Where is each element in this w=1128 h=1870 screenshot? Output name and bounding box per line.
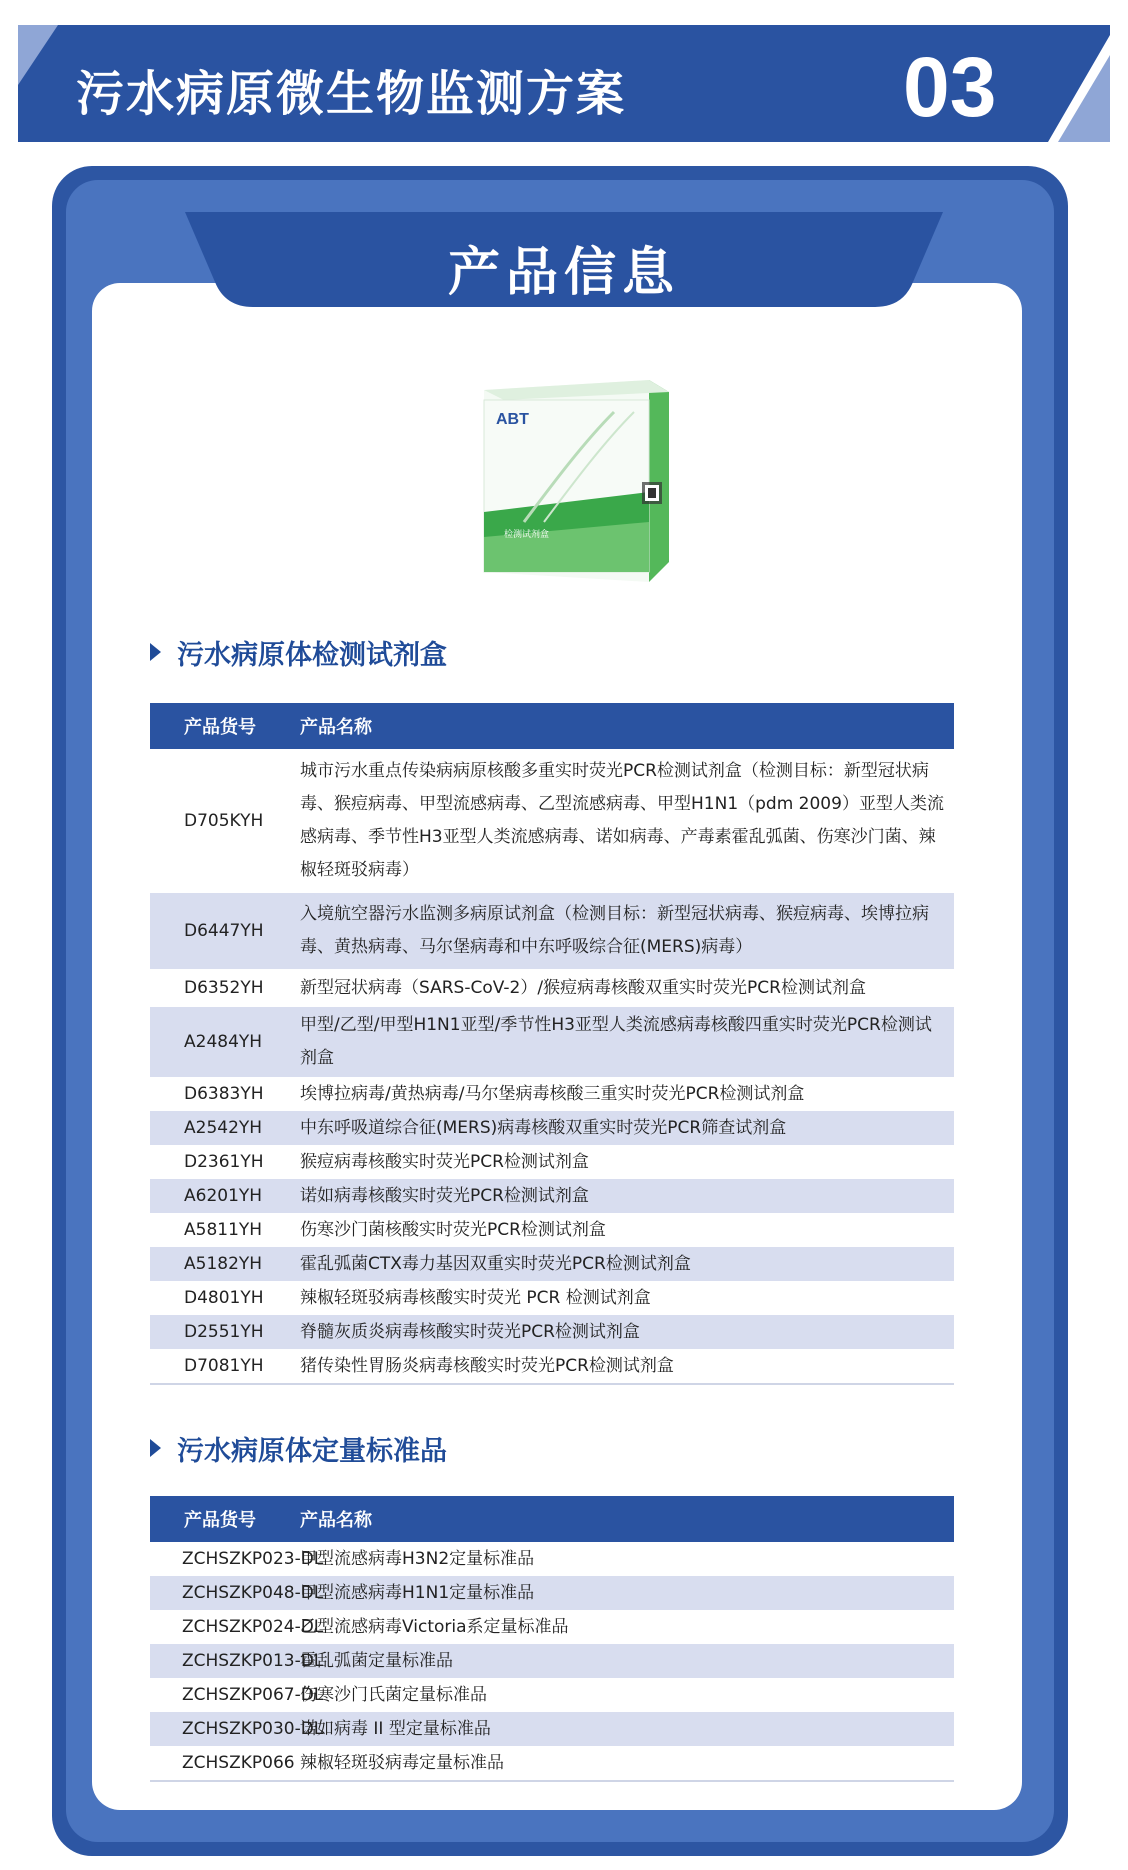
product-name: 埃博拉病毒/黄热病毒/马尔堡病毒核酸三重实时荧光PCR检测试剂盒 <box>300 1083 805 1104</box>
table-row <box>150 1712 954 1746</box>
table-row <box>150 749 954 893</box>
title-tab <box>185 212 943 312</box>
standards-table <box>150 1496 954 1782</box>
header-banner <box>18 25 1110 142</box>
kit-box-icon <box>464 372 689 594</box>
product-name: 甲型/乙型/甲型H1N1亚型/季节性H3亚型人类流感病毒核酸四重实时荧光PCR检测试剂盒 <box>300 1015 932 1068</box>
product-code: D6352YH <box>184 978 264 998</box>
column-header-code: 产品货号 <box>184 717 256 738</box>
product-code: D2361YH <box>184 1152 264 1172</box>
table-row <box>150 1678 954 1712</box>
table-bottom-rule <box>150 1383 954 1385</box>
table-row <box>150 1576 954 1610</box>
table-row <box>150 1179 954 1213</box>
table-header <box>150 1496 954 1542</box>
product-name: 入境航空器污水监测多病原试剂盒（检测目标：新型冠状病毒、猴痘病毒、埃博拉病毒、黄热病毒、马尔堡病毒和中东呼吸综合征(MERS)病毒） <box>300 904 929 957</box>
table-row <box>150 1281 954 1315</box>
table-row <box>150 1213 954 1247</box>
product-name: 霍乱弧菌定量标准品 <box>300 1650 453 1671</box>
product-code: A2542YH <box>184 1118 263 1138</box>
product-code: D6383YH <box>184 1084 264 1104</box>
product-code: D7081YH <box>184 1356 264 1376</box>
product-code: ZCHSZKP067-DL <box>182 1685 324 1705</box>
triangle-bullet-icon <box>150 643 161 661</box>
section-heading-standards <box>150 1428 447 1468</box>
table-row <box>150 1746 954 1780</box>
product-code: A5182YH <box>184 1254 263 1274</box>
table-row <box>150 893 954 969</box>
triangle-bullet-icon <box>150 1439 161 1457</box>
table-row <box>150 1247 954 1281</box>
product-name: 辣椒轻斑驳病毒核酸实时荧光 PCR 检测试剂盒 <box>300 1287 651 1308</box>
product-name: 城市污水重点传染病病原核酸多重实时荧光PCR检测试剂盒（检测目标：新型冠状病毒、猴痘病毒、甲型流感病毒、乙型流感病毒、甲型H1N1（pdm 2009）亚型人类流感病毒、季节性H3亚型人类流感病毒、诺如病毒、产毒素霍乱弧菌、伤寒沙门菌、辣椒轻斑驳病毒） <box>300 761 944 880</box>
product-name: 猪传染性胃肠炎病毒核酸实时荧光PCR检测试剂盒 <box>300 1355 674 1376</box>
table-row <box>150 1542 954 1576</box>
section-heading-text: 污水病原体检测试剂盒 <box>177 639 447 671</box>
page-title: 污水病原微生物监测方案 <box>76 66 627 122</box>
product-name: 诺如病毒 II 型定量标准品 <box>300 1718 491 1739</box>
main-title: 产品信息 <box>447 243 680 303</box>
product-code: ZCHSZKP048-DL <box>182 1583 324 1603</box>
product-code: A5811YH <box>184 1220 263 1240</box>
product-name: 伤寒沙门菌核酸实时荧光PCR检测试剂盒 <box>300 1219 606 1240</box>
product-code: ZCHSZKP023-DL <box>182 1549 324 1569</box>
product-code: ZCHSZKP030-DL <box>182 1719 324 1739</box>
product-name: 脊髓灰质炎病毒核酸实时荧光PCR检测试剂盒 <box>300 1321 640 1342</box>
table-row <box>150 1315 954 1349</box>
product-code: D4801YH <box>184 1288 264 1308</box>
product-box-image <box>464 372 689 594</box>
product-code: ZCHSZKP024-DL <box>182 1617 324 1637</box>
product-code: D705KYH <box>184 811 264 831</box>
table-row <box>150 1145 954 1179</box>
column-header-code: 产品货号 <box>184 1510 256 1531</box>
table-row <box>150 1007 954 1077</box>
product-name: 乙型流感病毒Victoria系定量标准品 <box>300 1616 569 1637</box>
product-name: 伤寒沙门氏菌定量标准品 <box>300 1684 487 1705</box>
table-row <box>150 1610 954 1644</box>
product-code: D6447YH <box>184 921 264 941</box>
box-label: 检测试剂盒 <box>504 530 550 540</box>
table-header <box>150 703 954 749</box>
section-heading-text: 污水病原体定量标准品 <box>177 1435 447 1467</box>
table-row <box>150 1111 954 1145</box>
product-name: 辣椒轻斑驳病毒定量标准品 <box>300 1752 504 1773</box>
product-code: ZCHSZKP013-DL <box>182 1651 324 1671</box>
table-row <box>150 1349 954 1383</box>
page-number: 03 <box>903 40 997 134</box>
product-code: A2484YH <box>184 1032 263 1052</box>
product-code: D2551YH <box>184 1322 264 1342</box>
section-heading-kits <box>150 632 447 672</box>
column-header-name: 产品名称 <box>300 1510 372 1531</box>
product-name: 中东呼吸道综合征(MERS)病毒核酸双重实时荧光PCR筛查试剂盒 <box>300 1117 787 1138</box>
product-name: 霍乱弧菌CTX毒力基因双重实时荧光PCR检测试剂盒 <box>300 1253 691 1274</box>
product-code: ZCHSZKP066 <box>182 1753 295 1773</box>
table-row <box>150 1077 954 1111</box>
table-row <box>150 1644 954 1678</box>
product-name: 甲型流感病毒H3N2定量标准品 <box>300 1548 535 1569</box>
product-code: A6201YH <box>184 1186 263 1206</box>
product-name: 新型冠状病毒（SARS-CoV-2）/猴痘病毒核酸双重实时荧光PCR检测试剂盒 <box>300 977 866 998</box>
kits-table <box>150 703 954 1385</box>
product-name: 诺如病毒核酸实时荧光PCR检测试剂盒 <box>300 1185 589 1206</box>
product-name: 甲型流感病毒H1N1定量标准品 <box>300 1582 535 1603</box>
column-header-name: 产品名称 <box>300 717 372 738</box>
product-name: 猴痘病毒核酸实时荧光PCR检测试剂盒 <box>300 1151 589 1172</box>
table-bottom-rule <box>150 1780 954 1782</box>
table-row <box>150 969 954 1007</box>
brand-logo: ABT <box>496 411 529 428</box>
